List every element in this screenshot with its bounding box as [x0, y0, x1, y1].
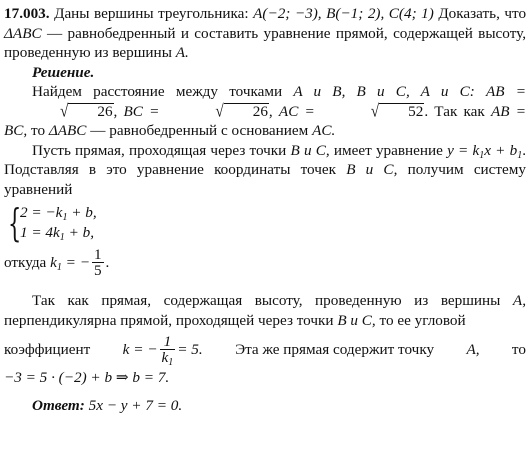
paragraph-text: Так как прямая, содержащая высоту, проведенную из вершины: [32, 292, 501, 309]
sqrt-ac: √ 52: [370, 101, 424, 121]
problem-statement: [4, 4, 526, 63]
answer-label: Ответ:: [32, 396, 85, 414]
point-pairs: B и C,: [346, 161, 398, 178]
line-equation: $y = k_1x + b_1$: [447, 141, 523, 161]
distance-paragraph: Найдем расстояние между точками A и B, B и C, A и C: AB =√ 26, BC = √ 26, AC = √ 52. Так как AB = BC, то ΔABC — равнобедренный с основанием AC.: [4, 83, 527, 139]
b-calculation: −3 = 5 · (−2) + b ⇒ b = 7.: [4, 369, 170, 386]
paragraph-text: коэффициент: [4, 341, 91, 359]
line-equation-paragraph: [4, 141, 526, 200]
fraction: $\frac{1}{5}$: [93, 246, 102, 279]
point-pairs: B и C,: [290, 141, 330, 159]
sqrt-ac-value: 52: [379, 103, 424, 119]
equality-ab-bc: AB = BC,: [4, 102, 527, 139]
paragraph-text: . Подставляя в это уравнение координаты точек: [4, 141, 527, 178]
system-eq-2: $1 = 4k_1 + b$,: [20, 224, 95, 243]
paragraph-text: перпендикулярна прямой, проходящей через точки: [4, 311, 334, 329]
paragraph-text: откуда: [4, 254, 47, 272]
brace-icon: {: [8, 201, 22, 245]
sqrt-ab-value: 26: [68, 103, 113, 119]
triangle-symbol: ΔABC: [4, 24, 42, 42]
paragraph-text: имеет уравнение: [333, 141, 443, 159]
ac-label: AC =: [278, 102, 315, 120]
statement-text: Доказать, что: [438, 5, 527, 22]
vertex-label: A,: [512, 292, 526, 309]
point-pairs: A и B, B и C, A и C:: [293, 83, 475, 100]
perpendicular-paragraph: [4, 291, 526, 330]
paragraph-text: получим систему уравнений: [4, 161, 527, 198]
statement-text: — равнобедренный и составить уравнение прямой, содержащей высоту, проведенную из вершины: [4, 24, 526, 61]
paragraph-text: то ее угловой: [379, 311, 466, 329]
problem-number: 17.003.: [4, 5, 50, 22]
slope-line: [4, 334, 526, 366]
answer-value: 5x − y + 7 = 0.: [88, 396, 183, 414]
k1-expr: $k_1$ = −: [50, 254, 90, 274]
fraction: $\frac{1}{k_1}$: [161, 333, 174, 368]
point-pairs: B и C,: [337, 311, 376, 329]
paragraph-text: то: [31, 122, 46, 139]
equation-system: [8, 201, 526, 245]
paragraph-text: Эта же прямая содержит точку: [235, 341, 435, 359]
k1-result: откуда $k_1$ = − $\frac{1}{5}$ .: [4, 246, 110, 279]
sqrt-bc: √ 26: [215, 101, 268, 121]
vertex-label: A.: [175, 44, 189, 61]
triangle-symbol: ΔABC: [48, 122, 87, 139]
bc-label: BC =: [123, 102, 160, 120]
solution-heading: Решение.: [32, 63, 95, 81]
paragraph-text: — равнобедренный с основанием: [90, 122, 309, 139]
statement-text: Даны вершины треугольника:: [54, 5, 249, 22]
answer: [4, 396, 526, 416]
paragraph-text: Найдем расстояние между точками: [32, 83, 283, 100]
paragraph-text: то: [511, 341, 526, 359]
sqrt-ab: √ 26: [60, 101, 113, 121]
vertex-c-coords: C(4; 1): [388, 5, 434, 22]
point-label: A,: [466, 341, 480, 359]
ab-label: AB =: [486, 83, 527, 100]
vertex-a-coords: A(−2; −3),: [253, 5, 322, 22]
system-eq-1: $2 = -k_1 + b$,: [20, 204, 97, 223]
paragraph-text: Пусть прямая, проходящая через точки: [32, 141, 287, 159]
vertex-b-coords: B(−1; 2),: [326, 5, 385, 22]
base-label: AC.: [312, 122, 336, 139]
paragraph-text: . Так как: [424, 102, 485, 120]
slope-expr: k = − $\frac{1}{k_1}$ = 5.: [122, 333, 203, 368]
sqrt-bc-value: 26: [224, 103, 269, 119]
